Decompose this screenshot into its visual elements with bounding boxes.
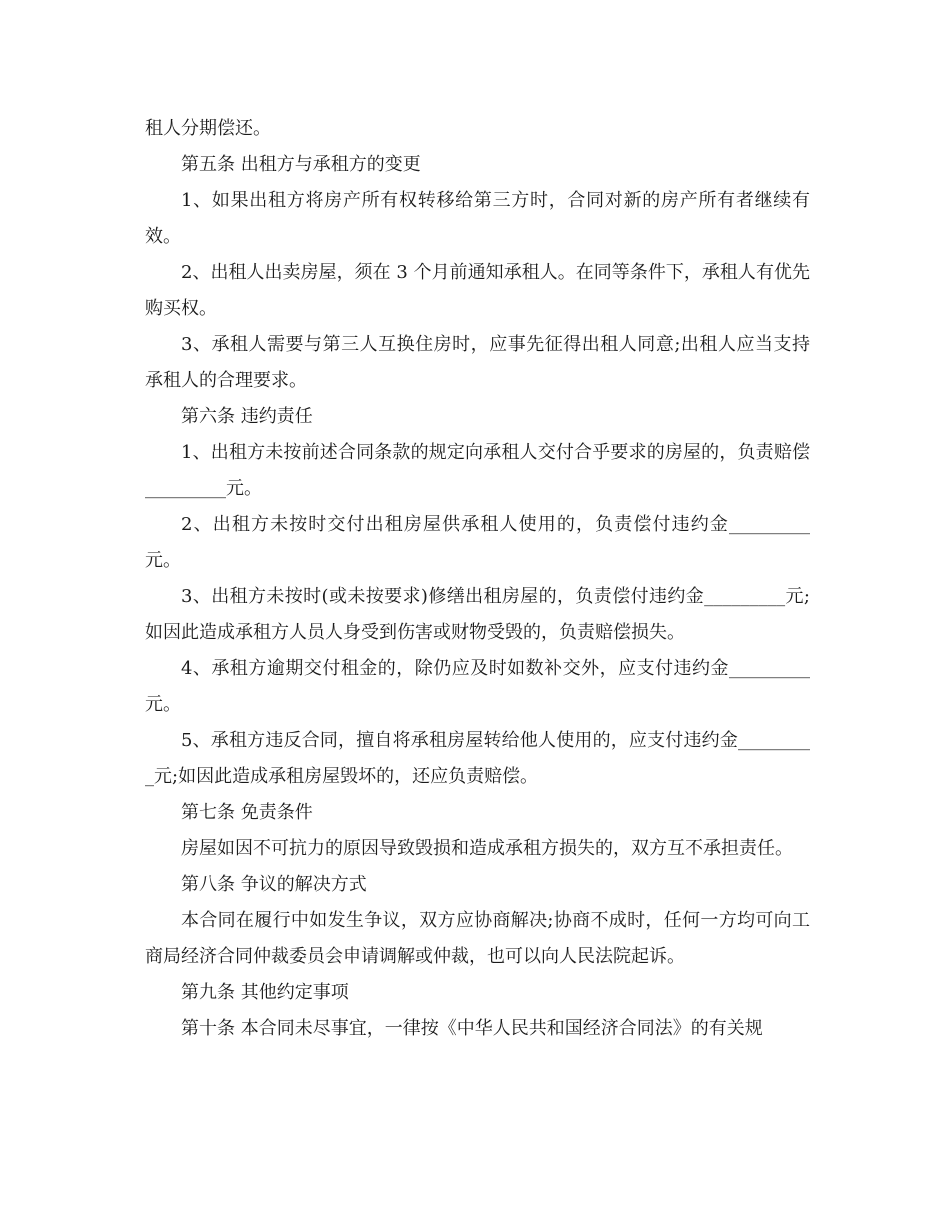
- article-heading: 第八条 争议的解决方式: [181, 874, 367, 895]
- article-heading: 第九条 其他约定事项: [181, 982, 349, 1003]
- paragraph: 3、出租方未按时(或未按要求)修缮出租房屋的，负责偿付违约金_________元;如因此造成承租方人员人身受到伤害或财物受毁的，负责赔偿损失。: [145, 586, 810, 643]
- article-heading: 第五条 出租方与承租方的变更: [181, 154, 421, 175]
- paragraph: 5、承租方违反合同，擅自将承租房屋转给他人使用的，应支付违约金_________元;如因此造成承租房屋毁坏的，还应负责赔偿。: [145, 730, 810, 787]
- article-heading: 第七条 免责条件: [181, 802, 313, 823]
- paragraph: 房屋如因不可抗力的原因导致毁损和造成承租方损失的，双方互不承担责任。: [181, 838, 793, 859]
- paragraph: 第十条 本合同未尽事宜，一律按《中华人民共和国经济合同法》的有关规: [181, 1018, 763, 1039]
- paragraph: 4、承租方逾期交付租金的，除仍应及时如数补交外，应支付违约金_________元。: [145, 658, 810, 715]
- paragraph: 1、如果出租方将房产所有权转移给第三方时，合同对新的房产所有者继续有效。: [145, 190, 810, 247]
- paragraph: 3、承租人需要与第三人互换住房时，应事先征得出租人同意;出租人应当支持承租人的合理要求。: [145, 334, 810, 391]
- paragraph: 2、出租人出卖房屋，须在 3 个月前通知承租人。在同等条件下，承租人有优先购买权。: [145, 262, 810, 319]
- paragraph: 租人分期偿还。: [145, 118, 271, 139]
- paragraph: 2、出租方未按时交付出租房屋供承租人使用的，负责偿付违约金_________元。: [145, 514, 810, 571]
- paragraph: 1、出租方未按前述合同条款的规定向承租人交付合乎要求的房屋的，负责赔偿_________元。: [145, 442, 810, 499]
- article-heading: 第六条 违约责任: [181, 406, 313, 427]
- document-body: [145, 111, 810, 1047]
- paragraph: 本合同在履行中如发生争议，双方应协商解决;协商不成时，任何一方均可向工商局经济合同仲裁委员会申请调解或仲裁，也可以向人民法院起诉。: [145, 910, 810, 967]
